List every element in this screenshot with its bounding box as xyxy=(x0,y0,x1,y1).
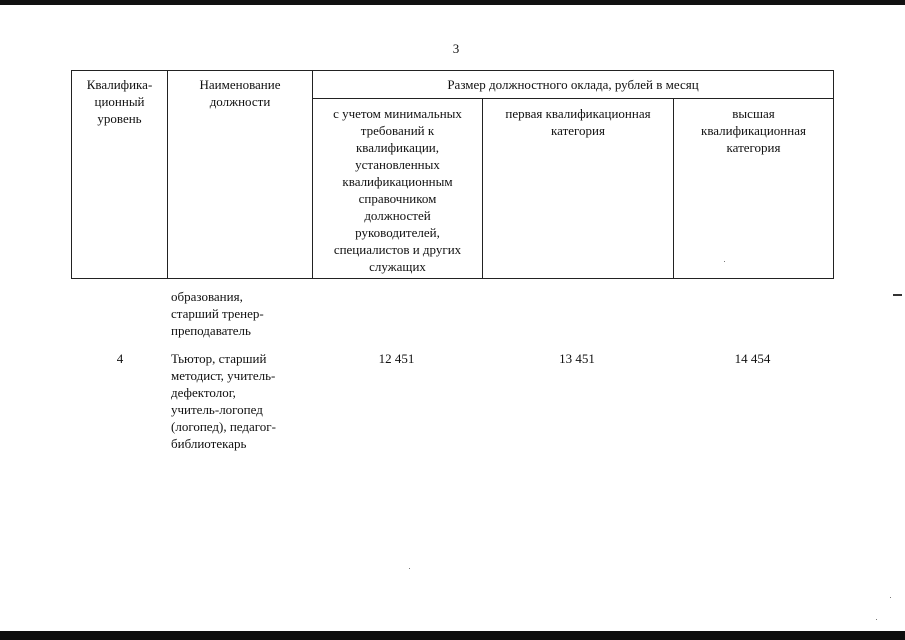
row-qualification-level: 4 xyxy=(116,351,124,366)
header-salary-minimum: с учетом минимальных требований к квалификации, установленных квалификационным справочником должностей руководителей, специалистов и других служащих xyxy=(333,106,462,274)
scan-speck xyxy=(409,568,410,569)
scan-speck xyxy=(890,597,891,598)
position-continuation: образования, старший тренер- преподаватель xyxy=(171,289,264,338)
header-position-name: Наименование должности xyxy=(199,77,281,109)
header-salary-group: Размер должностного оклада, рублей в месяц xyxy=(447,77,699,92)
header-salary-first-category: первая квалификационная категория xyxy=(505,106,651,138)
scan-edge-bottom xyxy=(0,631,905,640)
salary-group-divider xyxy=(312,98,833,99)
row-position-name: Тьютор, старший методист, учитель- дефектолог, учитель-логопед (логопед), педагог- библиотекарь xyxy=(171,351,276,451)
page-number: 3 xyxy=(452,41,460,56)
scan-edge-top xyxy=(0,0,905,5)
scan-speck xyxy=(724,261,725,262)
scan-margin-mark xyxy=(893,294,902,296)
header-salary-highest-category: высшая квалификационная категория xyxy=(701,106,806,155)
salary-table-header xyxy=(71,70,834,279)
row-salary-highest-category: 14 454 xyxy=(734,351,771,366)
row-salary-first-category: 13 451 xyxy=(559,351,595,366)
scan-speck xyxy=(876,619,877,620)
header-qualification-level: Квалифика- ционный уровень xyxy=(86,77,153,126)
row-salary-minimum: 12 451 xyxy=(378,351,415,366)
